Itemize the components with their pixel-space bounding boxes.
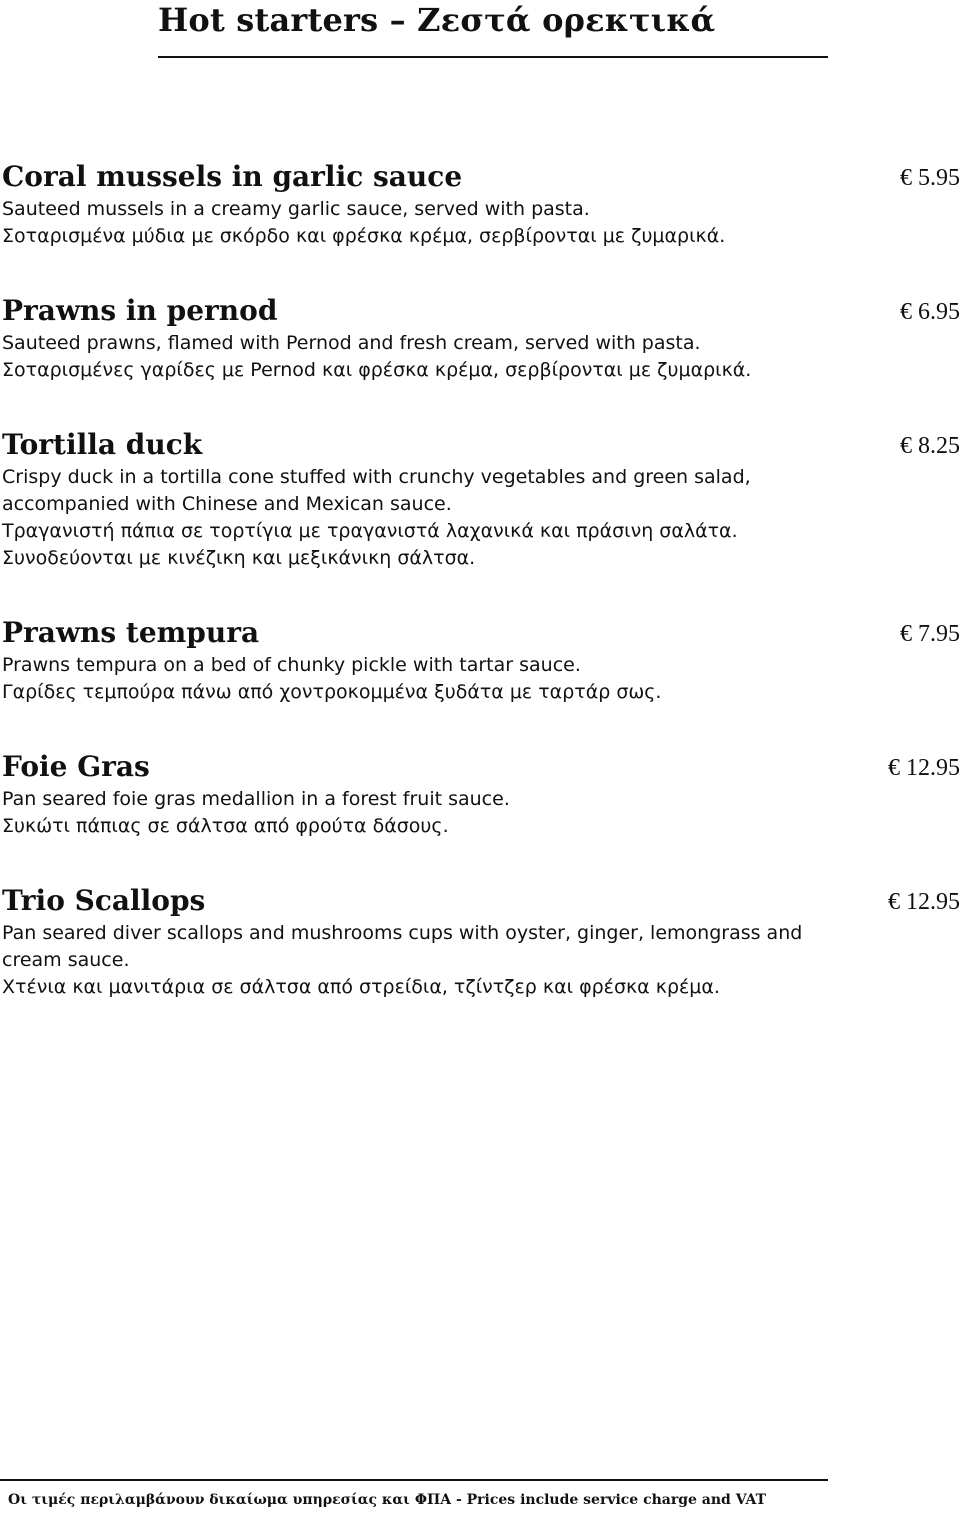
- menu-item-name: Foie Gras: [2, 750, 150, 783]
- menu-item-header: [0, 158, 960, 196]
- page-title: Hot starters – Ζεστά ορεκτικά: [158, 1, 716, 39]
- menu-item: [0, 748, 960, 840]
- menu-item-description-en: Sauteed mussels in a creamy garlic sauce, served with pasta.: [2, 198, 590, 220]
- menu-item-name: Prawns tempura: [2, 616, 260, 649]
- menu-item-price: € 5.95: [900, 165, 960, 191]
- menu-item-description-gr: Τραγανιστή πάπια σε τορτίγια με τραγανιστά λαχανικά και πράσινη σαλάτα. Συνοδεύονται με κινέζικη και μεξικάνικη σάλτσα.: [2, 520, 738, 569]
- menu-item: [0, 158, 960, 250]
- menu-item-header: [0, 748, 960, 786]
- menu-item-description-en: Crispy duck in a tortilla cone stuffed with crunchy vegetables and green salad, accompanied with Chinese and Mexican sauce.: [2, 466, 751, 515]
- menu-item: [0, 882, 960, 1001]
- menu-item-header: [0, 614, 960, 652]
- footer-note: Οι τιμές περιλαμβάνουν δικαίωμα υπηρεσίας και ΦΠΑ - Prices include service charge and VAT: [8, 1492, 767, 1508]
- menu-item-header: [0, 882, 960, 920]
- menu-item-price: € 12.95: [888, 889, 960, 915]
- menu-item-description-gr: Σοταρισμένες γαρίδες με Pernod και φρέσκα κρέμα, σερβίρονται με ζυμαρικά.: [2, 359, 752, 381]
- menu-item-description-gr: Συκώτι πάπιας σε σάλτσα από φρούτα δάσους.: [2, 815, 449, 837]
- menu-item-description-en: Sauteed prawns, flamed with Pernod and fresh cream, served with pasta.: [2, 332, 701, 354]
- menu-item-price: € 6.95: [900, 299, 960, 325]
- menu-item: [0, 614, 960, 706]
- menu-item: [0, 292, 960, 384]
- menu-item-price: € 8.25: [900, 433, 960, 459]
- menu-item-price: € 12.95: [888, 755, 960, 781]
- header-divider: [158, 56, 828, 58]
- menu-item-name: Tortilla duck: [2, 428, 203, 461]
- menu-item-name: Coral mussels in garlic sauce: [2, 160, 463, 193]
- menu-item-header: [0, 292, 960, 330]
- menu-item-description-en: Prawns tempura on a bed of chunky pickle with tartar sauce.: [2, 654, 581, 676]
- menu-item: [0, 426, 960, 572]
- footer-divider: [0, 1479, 828, 1481]
- menu-item-name: Prawns in pernod: [2, 294, 278, 327]
- menu-item-description-gr: Σοταρισμένα μύδια με σκόρδο και φρέσκα κρέμα, σερβίρονται με ζυμαρικά.: [2, 225, 726, 247]
- menu-item-description-en: Pan seared foie gras medallion in a forest fruit sauce.: [2, 788, 510, 810]
- menu-item-description-gr: Χτένια και μανιτάρια σε σάλτσα από στρείδια, τζίντζερ και φρέσκα κρέμα.: [2, 976, 720, 998]
- menu-item-description-gr: Γαρίδες τεμπούρα πάνω από χοντροκομμένα ξυδάτα με ταρτάρ σως.: [2, 681, 662, 703]
- menu-list: [0, 158, 960, 1043]
- menu-item-name: Trio Scallops: [2, 884, 206, 917]
- menu-item-header: [0, 426, 960, 464]
- menu-item-description-en: Pan seared diver scallops and mushrooms cups with oyster, ginger, lemongrass and cream sauce.: [2, 922, 803, 971]
- menu-item-price: € 7.95: [900, 621, 960, 647]
